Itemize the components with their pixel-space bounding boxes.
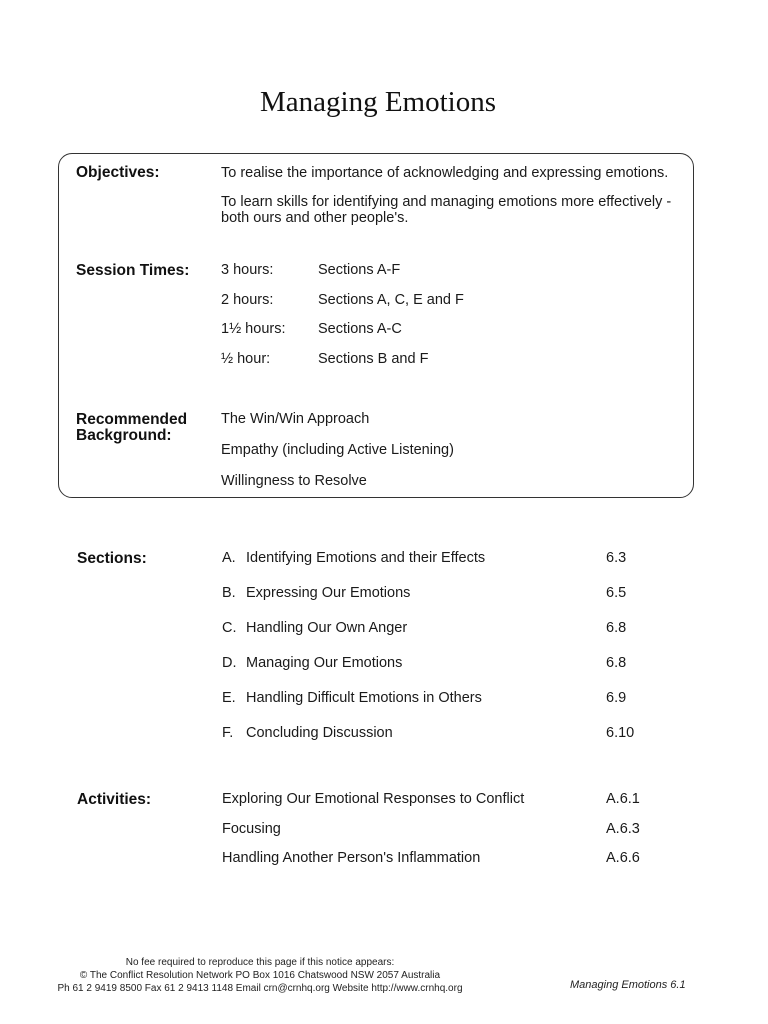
background-item: Willingness to Resolve <box>221 473 367 489</box>
objective-item: both ours and other people's. <box>221 210 409 226</box>
footer-notice <box>0 956 520 995</box>
sections-label: Sections: <box>77 550 147 567</box>
activity-page: A.6.3 <box>606 821 640 837</box>
objectives-label: Objectives: <box>76 164 160 181</box>
activity-page: A.6.1 <box>606 791 640 807</box>
session-time: 3 hours: <box>221 262 274 278</box>
section-page: 6.10 <box>606 725 635 741</box>
activity-title: Exploring Our Emotional Responses to Conflict <box>222 791 525 807</box>
objective-item: To learn skills for identifying and managing emotions more effectively - <box>221 194 672 210</box>
section-title: Expressing Our Emotions <box>246 585 411 601</box>
session-sections: Sections B and F <box>318 351 429 367</box>
activities-label: Activities: <box>77 791 152 808</box>
section-page: 6.5 <box>606 585 627 601</box>
section-title: Handling Our Own Anger <box>246 620 408 636</box>
session-sections: Sections A-C <box>318 321 402 337</box>
footer-line: No fee required to reproduce this page if this notice appears: <box>125 957 395 968</box>
section-page: 6.3 <box>606 550 627 566</box>
background-item: Empathy (including Active Listening) <box>221 442 454 458</box>
session-time: 2 hours: <box>221 292 274 308</box>
session-times-label: Session Times: <box>76 262 190 279</box>
section-letter: F. <box>222 725 234 741</box>
activity-title: Focusing <box>222 821 281 837</box>
section-letter: C. <box>222 620 237 636</box>
section-letter: A. <box>222 550 236 566</box>
section-page: 6.8 <box>606 655 627 671</box>
section-title: Concluding Discussion <box>246 725 393 741</box>
session-sections: Sections A-F <box>318 262 401 278</box>
page-label: Managing Emotions 6.1 <box>570 979 686 991</box>
section-title: Handling Difficult Emotions in Others <box>246 690 482 706</box>
footer-line: © The Conflict Resolution Network PO Box 1016 Chatswood NSW 2057 Australia <box>79 970 441 981</box>
section-page: 6.8 <box>606 620 627 636</box>
section-letter: B. <box>222 585 236 601</box>
section-letter: D. <box>222 655 237 671</box>
objective-item: To realise the importance of acknowledging and expressing emotions. <box>221 165 669 181</box>
page-title: Managing Emotions <box>259 86 496 118</box>
section-title: Managing Our Emotions <box>246 655 403 671</box>
background-label: Background: <box>76 427 172 444</box>
background-label: Recommended <box>76 411 188 428</box>
activity-title: Handling Another Person's Inflammation <box>222 850 481 866</box>
session-time: ½ hour: <box>221 351 271 367</box>
session-time: 1½ hours: <box>221 321 286 337</box>
activity-page: A.6.6 <box>606 850 640 866</box>
footer-line: Ph 61 2 9419 8500 Fax 61 2 9413 1148 Email crn@crnhq.org Website http://www.crnhq.org <box>57 983 463 994</box>
section-letter: E. <box>222 690 236 706</box>
section-title: Identifying Emotions and their Effects <box>246 550 486 566</box>
session-sections: Sections A, C, E and F <box>318 292 464 308</box>
section-page: 6.9 <box>606 690 627 706</box>
background-item: The Win/Win Approach <box>221 411 370 427</box>
